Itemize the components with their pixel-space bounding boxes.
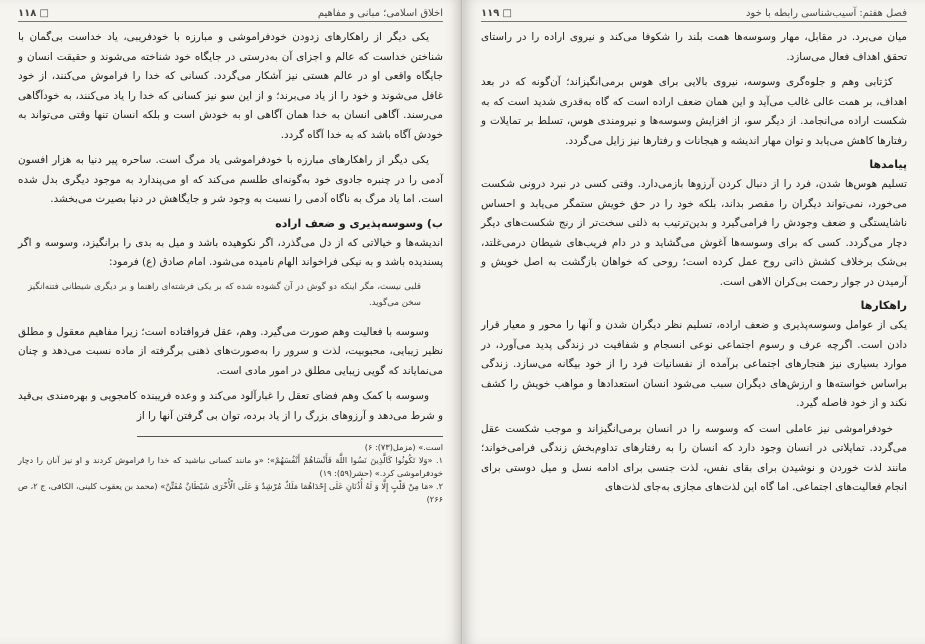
footnote: ۱. «وَلا تَكُونُوا كَالَّذِينَ نَسُوا اللَّهَ فَأَنْسَاهُمْ أَنْفُسَهُمْ»؛ «و مانند کسانی نباشید که خدا را فراموش کردند و او نیز آنان را دچار خودفراموشی کرد.» (حشر(۵۹): ۱۹) [18,455,443,478]
body-paragraph: یکی دیگر از راهکارهای مبارزه با خودفراموشی یاد مرگ است. ساحره پیر دنیا به هزار افسون آدمی را در چنبره جادوی خود به‌گونه‌ای طلسم می‌کند که او می‌پندارد به موجود دیگری بدل شده است. اما یاد مرگ به ناگاه آدمی را نسبت به وجود شر و جایگاهش در دنیا بصیرت می‌بخشد. [18,154,443,205]
body-paragraph: یکی دیگر از راهکارهای زدودن خودفراموشی و مبارزه با خودفریبی، یاد خداست بی‌گمان با شناختن خداست که عالم و اجزای آن به‌درستی در جایگاه خود شناخته می‌شوند و حقیقت انسان و جایگاه واقعی او در عالم هستی نیز آشکار می‌گردد. کسانی که خدا را فراموش می‌کنند، از خود غافل می‌شوند و خود را از یاد می‌برند؛ و از این سو نیز کسانی که خدا را یاد می‌کنند، به خودآگاهی می‌رسند. آگاهی انسان به خدا همان آگاهی او به خودش است و بلکه انسان تنها وقتی می‌تواند به خودش آگاه باشد که به خدا آگاه گردد. [18,31,443,141]
footnote-divider [137,436,443,437]
body-paragraph: خودفراموشی نیز عاملی است که وسوسه را در انسان برمی‌انگیزاند و موجب شکست عقل می‌گردد. تمایلاتی در انسان وجود دارد که انسان را به رفتارهای تداوم‌بخش زندگی فرامی‌خواند؛ مانند لذت خوردن و نوشیدن برای بقای نفس، لذت جنسی برای ادامه نسل و میل دوستی برای انجام فعالیت‌های اجتماعی. اما گاه این لذت‌های مجازی به‌جای لذت‌های [481,422,907,493]
section-heading-consequences: پیامدها [869,158,907,171]
left-page-header [18,8,443,22]
section-heading-solutions: راهکارها [860,299,907,312]
header-separator: □ [502,8,512,19]
body-paragraph: وسوسه با فعالیت وهم صورت می‌گیرد. وهم، عقل فروافتاده است؛ زیرا مفاهیم معقول و مطلق نظیر زیبایی، محبوبیت، لذت و سرور را به‌صورت‌های ذهنی برگرفته از ماده نسبت می‌دهد و چنان می‌نمایاند که گویی زیبایی مطلق در امور مادی است. [18,325,443,377]
body-paragraph: کژتابی وهم و جلوه‌گری وسوسه، نیروی بالایی برای هوس برمی‌انگیزاند؛ آن‌گونه که در بعد اهداف، بر همت عالی غالب می‌آید و این همان ضعف اراده است که گاه به‌قدری شدید است که به شکست اراده می‌انجامد. از دیگر سو، از افزایش وسوسه‌ها و نیرومندی هوس، تسلط بر تمایلات و رفتارها کاهش می‌یابد و توان مهار اندیشه و هیجانات و رفتارها نیز زایل می‌گردد. [481,76,907,147]
body-paragraph: تسلیم هوس‌ها شدن، فرد را از دنبال کردن آرزوها بازمی‌دارد. وقتی کسی در نبرد درونی شکست می‌خورد، نمی‌تواند دیگران را مقصر بداند، بلکه خود را در حق خویش ستمگر می‌یابد و احساس ناشایستگی و ضعف وجودش را فرامی‌گیرد و بدین‌ترتیب به ذلتی سخت‌تر از رنج شکست‌های دیگر دچار می‌گردد. کسی که برای وسوسه‌ها آغوش می‌گشاید و در دام فریب‌های شیطان درمی‌غلتد، بی‌شک برخلاف کشش ذاتی روح عمل کرده است؛ روحی که خواهان بازگشت به اصل خویش و آرمیدن در جوار رحمت بی‌کران الاهی است. [481,178,907,288]
running-title: اخلاق اسلامی؛ مبانی و مفاهیم [317,8,443,19]
page-number: ۱۱۹ [481,8,500,19]
running-title: فصل هفتم: آسیب‌شناسی رابطه با خود [745,8,907,19]
page-number: ۱۱۸ [18,8,37,19]
body-paragraph: وسوسه با کمک وهم فضای تعقل را غبارآلود می‌کند و وعده فریبنده کامجویی و بهره‌مندی بی‌قید و شرط می‌دهد و آرزوهای بزرگ را از یاد برده، توان بی گرفتن آنها را از [18,390,443,422]
header-separator: □ [39,8,49,19]
left-page-content [18,8,443,644]
body-paragraph: یکی از عوامل وسوسه‌پذیری و ضعف اراده، تسلیم نظر دیگران شدن و آنها را محور و معیار قرار دادن است. اگرچه عرف و رسوم اجتماعی نوعی انسجام و شفافیت در زندگی پدید می‌آورد، در موارد بسیاری نیز هنجارهای اجتماعی برآمده از نفسانیات فرد را از خود بیگانه می‌سازد. زندگی براساس خواسته‌ها و ارزش‌های دیگران سبب می‌شود انسان استعدادها و مواهب خویش را کشف نکند و از خود فاصله گیرد. [481,319,907,409]
footnote: است.» (مزمل(۷۳): ۶) [364,442,443,452]
right-page-header [481,8,907,22]
section-heading: ب) وسوسه‌پذیری و ضعف اراده [275,216,443,230]
right-page-content [481,8,907,644]
block-quote: قلبی نیست، مگر اینکه دو گوش در آن گشوده شده که بر یکی فرشته‌ای راهنما و بر دیگری شیطانی فتنه‌انگیز سخن می‌گوید. [28,281,421,308]
footnote: ۲. «مَا مِنْ قَلْبٍ إِلَّا وَ لَهُ أُذُنَانِ عَلَى إِحْدَاهُمَا مَلَكٌ مُرْشِدٌ وَ عَلَى الْأُخْرَى شَيْطَانٌ مُفَتِّنٌ» (محمد بن یعقوب کلینی، الکافی، ج ۲، ص ۲۶۶) [18,481,443,504]
right-page [463,0,925,644]
left-page [0,0,462,644]
body-paragraph: اندیشه‌ها و خیالاتی که از دل می‌گذرد، اگر نکوهیده باشد و میل به بدی را برانگیزد، وسوسه و اگر پسندیده باشد و به نیکی فراخواند الهام نامیده می‌شود. امام صادق (ع) فرمود: [18,236,443,268]
body-paragraph: میان می‌برد. در مقابل، مهار وسوسه‌ها همت بلند را شکوفا می‌کند و نیروی اراده را در راستای تحقق اهداف فعال می‌سازد. [481,31,907,63]
